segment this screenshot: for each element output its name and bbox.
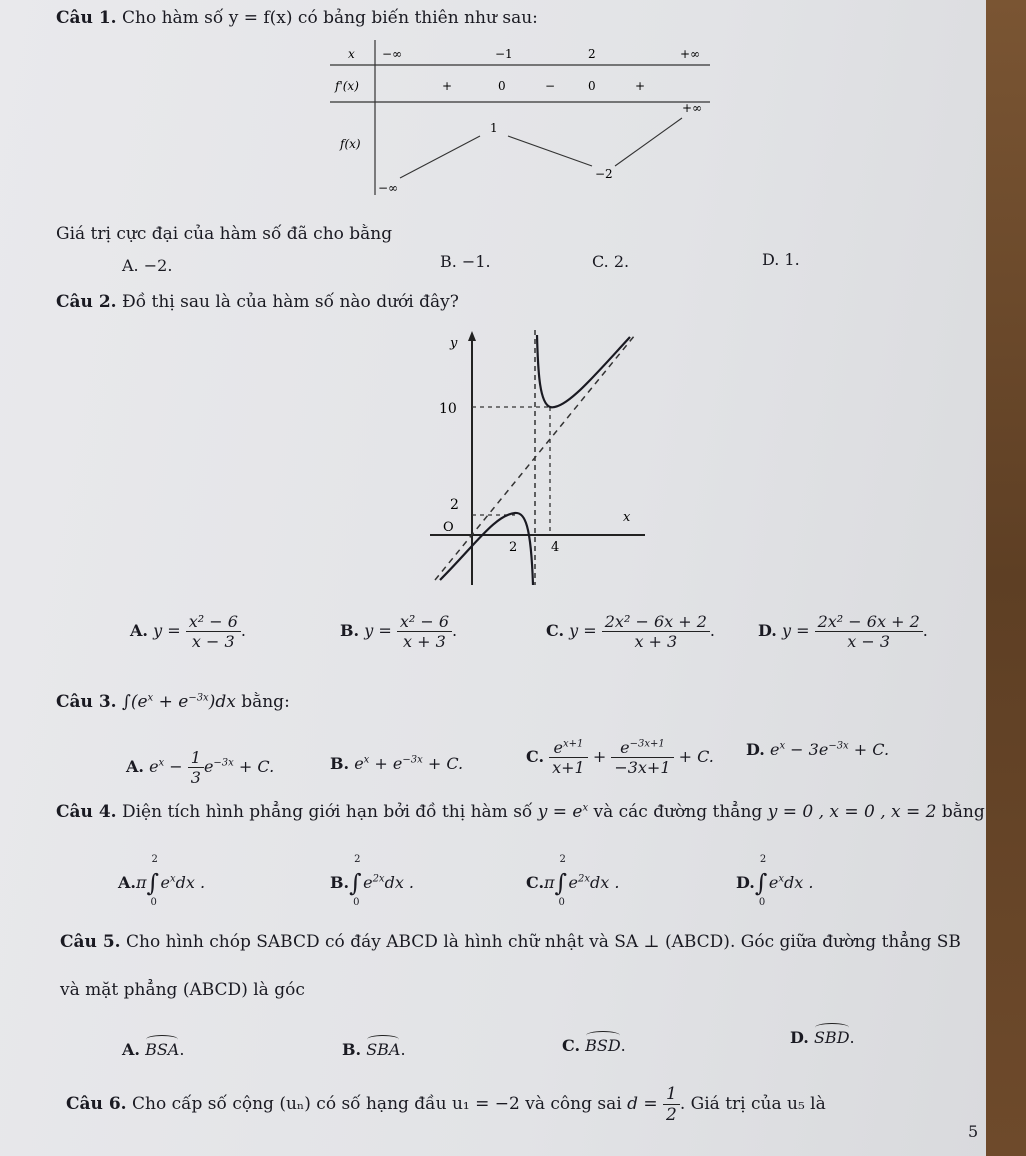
q1-question: Giá trị cực đại của hàm số đã cho bằng (56, 224, 393, 244)
option-letter: C. (562, 1036, 581, 1055)
q4-text: Diện tích hình phẳng giới hạn bởi đồ thị hàm số (121, 802, 533, 822)
table-x-val: −1 (495, 47, 513, 61)
q4-stem: Câu 4. Diện tích hình phẳng giới hạn bởi đồ thị hàm số $y = e^x$ và các đường thẳng y = 0 , x = 0 , x = 2 bằng (56, 802, 985, 822)
q2-text: Đồ thị sau là của hàm số nào dưới đây? (121, 292, 459, 312)
option-letter: C. (526, 873, 545, 892)
option-letter: C. (546, 621, 565, 640)
option-letter: A. (126, 757, 144, 776)
fraction-numerator: 2x² − 6x + 2 (815, 612, 923, 632)
q2-stem (56, 292, 459, 312)
q2-option-d[interactable]: D. y = $\frac{\text{2x² − 6x + 2}}{x - 3}$ . (758, 612, 928, 651)
q6-text: Cho cấp số cộng (uₙ) có số hạng đầu u₁ = −2 và công sai (131, 1094, 622, 1114)
q4-option-c[interactable]: C.π 2 ∫ 0 $e^{2x}dx$ . (526, 854, 620, 908)
q6-label: Câu 6. (66, 1094, 127, 1114)
table-f-val: 1 (490, 121, 498, 135)
q1-label: Câu 1. (56, 8, 117, 28)
option-letter: B. (330, 754, 350, 773)
page-number: 5 (968, 1122, 979, 1141)
angle-label: SBA (366, 1040, 401, 1059)
q1-option-c[interactable]: C. 2. (592, 252, 630, 271)
option-letter: D. (758, 621, 777, 640)
q1-option-a[interactable]: A. −2. (122, 256, 173, 275)
q1-text: Cho hàm số y = f(x) có bảng biến thiên như sau: (121, 8, 538, 28)
table-fp-sign: + (442, 79, 453, 93)
fraction-denominator: x + 3 (403, 632, 446, 651)
q2-label: Câu 2. (56, 292, 117, 312)
table-f-val: −2 (595, 167, 613, 181)
q1-stem (56, 8, 538, 28)
option-letter: B. (342, 1040, 362, 1059)
graph-y-label: y (450, 336, 458, 351)
q5-option-d[interactable]: D. SBD. (790, 1028, 855, 1047)
table-fp-sign: 0 (498, 79, 506, 93)
option-letter: B. (340, 621, 360, 640)
table-arrow (508, 136, 592, 166)
q5-option-c[interactable]: C. BSD. (562, 1036, 626, 1055)
q5-text2: và mặt phẳng (ABCD) là góc (60, 980, 305, 1000)
option-letter: A. (122, 1040, 140, 1059)
q2-option-b[interactable]: B. y = $\frac{\text{x² − 6}}{x + 3}$ . (340, 612, 458, 651)
q3-option-b[interactable]: B. $e^x + e^{-3x} + C$. (330, 754, 464, 773)
q5-label: Câu 5. (60, 932, 121, 952)
graph-x-label: x (623, 510, 631, 525)
table-f-label: f(x) (340, 137, 361, 151)
left-branch (440, 513, 533, 585)
q4-option-d[interactable]: D. 2 ∫ 0 $e^xdx$ . (736, 854, 814, 908)
right-branch (537, 335, 630, 407)
angle-label: SBD (813, 1028, 850, 1047)
graph-x-tick: 4 (551, 540, 560, 555)
table-x-val: −∞ (382, 47, 403, 61)
fraction-numerator: x² − 6 (397, 612, 452, 632)
q4-text3: bằng (941, 802, 985, 822)
fraction-denominator: x − 3 (191, 632, 235, 651)
q4-option-b[interactable]: B. 2 ∫ 0 $e^{2x}dx$ . (330, 854, 415, 908)
angle-label: BSA (145, 1040, 180, 1059)
table-fp-label: f'(x) (335, 79, 359, 93)
table-f-val: −∞ (378, 181, 399, 195)
table-background (986, 0, 1026, 1156)
table-arrow (615, 118, 682, 166)
option-letter: A. (130, 621, 148, 640)
option-letter: B. (330, 873, 350, 892)
table-x-val: 2 (588, 47, 596, 61)
q6-text2: . Giá trị của u₅ là (679, 1094, 826, 1114)
graph-y-tick: 2 (450, 497, 459, 513)
table-fp-sign: 0 (588, 79, 596, 93)
q3-option-d[interactable]: D. $e^x - 3e^{-3x} + C$. (746, 740, 890, 759)
option-letter: D. (746, 740, 765, 759)
table-fp-sign: + (635, 79, 646, 93)
fraction-denominator: x + 3 (634, 632, 678, 651)
q4-option-a[interactable]: A.π 2 ∫ 0 $e^xdx$ . (118, 854, 206, 908)
q2-option-a[interactable]: A. y = $\frac{\text{x² − 6}}{x - 3}$ . (130, 612, 246, 651)
q5-text: Cho hình chóp SABCD có đáy ABCD là hình chữ nhật và SA ⊥ (ABCD). Góc giữa đường thẳng SB (125, 932, 961, 952)
q3-option-a[interactable]: A. $e^x$ − $\frac{1}{3}$ $e^{-3x} + C$. (126, 748, 275, 787)
variation-table (330, 40, 720, 200)
q4-label: Câu 4. (56, 802, 117, 822)
option-letter: D. (790, 1028, 809, 1047)
option-letter: A. (118, 873, 136, 892)
q5-stem (60, 932, 961, 952)
graph-y-tick: 10 (439, 401, 457, 417)
graph-origin: O (443, 520, 454, 535)
fraction-denominator: x − 3 (847, 632, 891, 651)
function-graph (425, 325, 650, 590)
table-fp-sign: − (545, 79, 556, 93)
option-letter: D. (736, 873, 755, 892)
option-letter: C. (526, 747, 545, 766)
table-x-val: +∞ (680, 47, 701, 61)
q3-option-c[interactable]: C. $\frac{e^{x+1}}{x+1}$ + $\frac{e^{-3x+1}}{-3x+1}$ + C. (526, 738, 714, 777)
q4-text2: và các đường thẳng (593, 802, 763, 822)
q3-label: Câu 3. (56, 692, 117, 712)
q3-stem: Câu 3. $\int(e^x + e^{-3x})dx$ bằng: (56, 692, 290, 712)
table-arrow (400, 136, 480, 178)
q3-text-end: bằng: (241, 692, 290, 712)
q5-option-a[interactable]: A. BSA. (122, 1040, 185, 1059)
fraction-numerator: x² − 6 (186, 612, 241, 632)
q6-stem: Câu 6. Cho cấp số cộng (uₙ) có số hạng đầu u₁ = −2 và công sai d = $\frac{1}{2}$ . Giá trị của u₅ là (66, 1084, 826, 1125)
fraction-numerator: 2x² − 6x + 2 (602, 612, 710, 632)
oblique-asymptote (435, 335, 635, 580)
angle-label: BSD (585, 1036, 621, 1055)
q2-option-c[interactable]: C. y = $\frac{\text{2x² − 6x + 2}}{x + 3}$ . (546, 612, 715, 651)
table-f-val: +∞ (682, 101, 703, 115)
q5-option-b[interactable]: B. SBA. (342, 1040, 406, 1059)
q1-option-d[interactable]: D. 1. (762, 250, 800, 269)
table-x-label: x (348, 47, 355, 61)
graph-x-tick: 2 (509, 540, 518, 555)
q1-option-b[interactable]: B. −1. (440, 252, 491, 271)
